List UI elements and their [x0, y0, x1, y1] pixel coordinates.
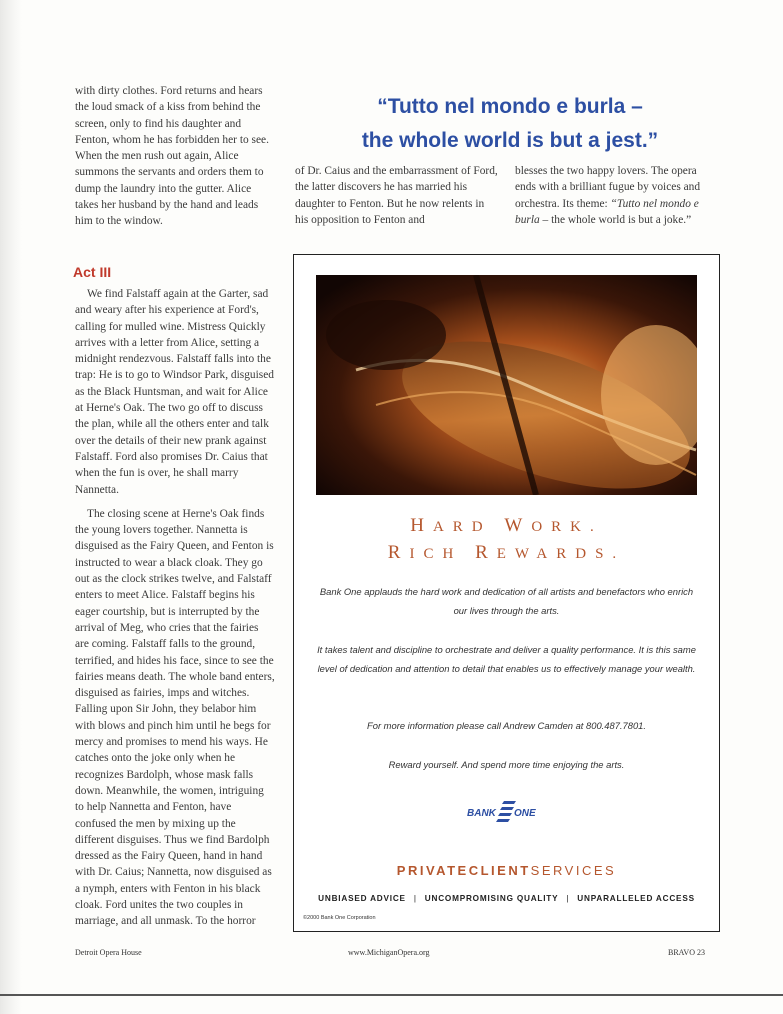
headline-text: EWARDS.	[496, 546, 626, 562]
violin-photo	[316, 275, 697, 495]
article-column-1	[75, 286, 275, 930]
footer-venue: Detroit Opera House	[75, 948, 142, 957]
paragraph	[515, 163, 720, 228]
pcs-services: SERVICES	[530, 863, 617, 878]
headline-text: ORK.	[531, 519, 603, 535]
bank-one-mark-icon	[496, 801, 516, 822]
bank-one-logo	[464, 795, 554, 827]
text: blesses the two happy lovers. The opera ends with a brilliant fugue by voices and orchestra. Its theme:	[515, 165, 701, 210]
tagline-item: UNCOMPROMISING QUALITY	[424, 894, 559, 903]
headline-initial: H	[410, 515, 433, 536]
paragraph: of Dr. Caius and the embarrassment of Ford, the latter discovers he has married his daughter to Fenton. But he now relents in his opposition to Fenton and	[295, 165, 498, 226]
logo-text: BANK	[467, 808, 496, 819]
footer-page-number: BRAVO 23	[668, 948, 705, 957]
pcs-private: PRIVATE	[396, 863, 469, 878]
headline-initial: R	[387, 542, 410, 563]
paragraph: We find Falstaff again at the Garter, sad and weary after his experience at Ford's, calling for mulled wine. Mistress Quickly arrives with a letter from Alice, setting a midnight rendezvous. Falstaff falls into the trap: He is to go to Windsor Park, disguised as the Black Huntsman, and wait for Alice at Herne's Oak. The two go off to discuss the plan, while all the others enter and talk over the details of their new prank against Falstaff. Ford also promises Dr. Caius that when the fun is over, he shall marry Nannetta.	[75, 288, 274, 496]
footer-website: www.MichiganOpera.org	[348, 948, 430, 957]
headline-initial: R	[475, 542, 497, 563]
tagline-separator: |	[566, 894, 570, 903]
paragraph: The closing scene at Herne's Oak finds the young lovers together. Nannetta is disguised as the Fairy Queen, and Fenton is instructed to wear a black cloak. They go out as the clock strikes twelve, and Falstaff enters to meet Alice. Falstaff begins his eager courtship, but is interrupted by the arrival of Meg, who cries that the fairies are coming. Falstaff falls to the ground, terrified, and hides his face, since to see the fairies means death. The whole band enters, disguised as fairies, imps and witches. Falling upon Sir John, they belabor him with blows and pinch him until he begs for mercy and promises to mend his ways. He catches onto the joke only when he recognizes Bardolph, whose mask falls down. Meanwhile, the women, intriguing to help Nannetta and Fenton, have confused the men by mixing up the different disguises. Thus we find Bardolph dressed as the Fairy Queen, hand in hand with Dr. Caius; Nannetta, now disguised as a nymph, enters with Fenton in his black cloak. Ford unites the two couples in marriage, and all unmask. To the horror	[75, 507, 275, 928]
pcs-client: CLIENT	[468, 863, 531, 878]
tagline-separator: |	[413, 894, 417, 903]
tagline-item: UNPARALLELED ACCESS	[577, 894, 695, 903]
pull-quote-line: “Tutto nel mondo e burla –	[377, 95, 643, 118]
headline-initial: W	[504, 515, 532, 536]
headline-text: ARD	[432, 519, 505, 535]
article-column-2	[295, 163, 500, 228]
ad-body-2: It takes talent and discipline to orchestrate and deliver a quality performance. It is this same level of dedication and attention to detail that enables us to effectively manage your wealth.	[317, 644, 696, 674]
bottom-rule	[0, 994, 783, 996]
ad-body-1: Bank One applauds the hard work and dedication of all artists and benefactors who enrich our lives through the arts.	[319, 586, 694, 616]
logo-text: ONE	[514, 808, 536, 819]
headline-text: ICH	[409, 546, 476, 562]
pull-quote	[300, 90, 720, 158]
text: – the whole world is but a joke.”	[539, 213, 692, 226]
copyright: ©2000 Bank One Corporation	[303, 915, 376, 921]
article-column-1-top	[75, 83, 275, 230]
article-column-3	[515, 163, 720, 228]
ad-contact: For more information please call Andrew Camden at 800.487.7801.	[367, 720, 646, 731]
pull-quote-line: the whole world is but a jest.”	[361, 129, 659, 152]
ad-body-4: Reward yourself. And spend more time enjoying the arts.	[388, 759, 625, 770]
ad-tagline	[294, 894, 719, 903]
page-binding-edge	[0, 0, 22, 1014]
headline-line-1	[294, 515, 719, 537]
italic-quote: “Tutto nel mondo e burla	[515, 197, 699, 226]
paragraph: with dirty clothes. Ford returns and hears the loud smack of a kiss from behind the screen, only to find his daughter and Fenton, whom he has forbidden her to see. When the men rush out again, Alice summons the servants and orders them to dump the laundry into the gutter. Alice takes her husband by the hand and leads him to the window.	[75, 85, 269, 228]
headline-line-2	[294, 542, 719, 564]
tagline-item: UNBIASED ADVICE	[318, 894, 406, 903]
act-heading: Act III	[73, 264, 112, 280]
private-client-services	[294, 863, 719, 878]
bank-one-advertisement	[293, 254, 720, 932]
